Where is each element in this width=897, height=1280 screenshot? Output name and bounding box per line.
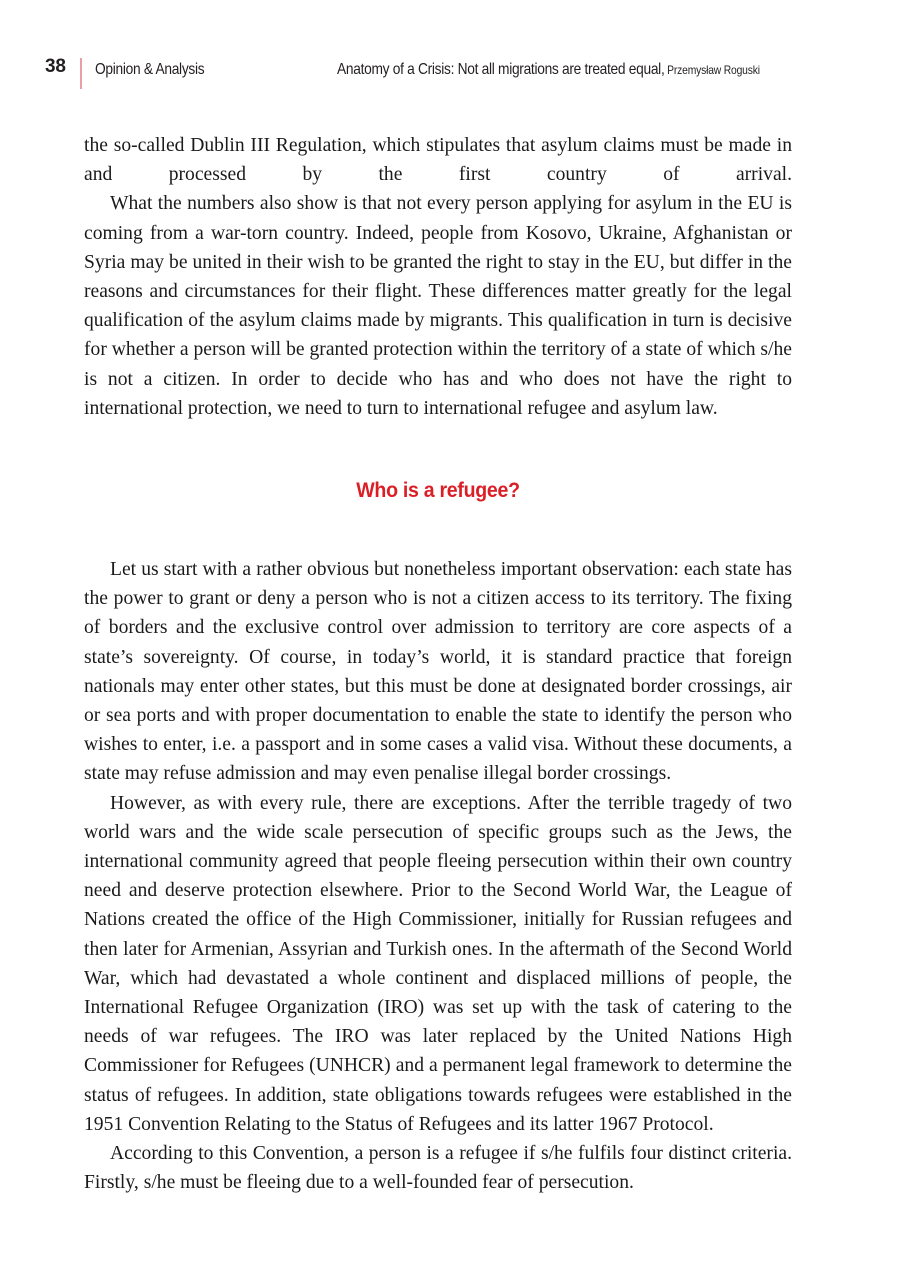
paragraph-refugee-history: However, as with every rule, there are exceptions. After the terrible tragedy of two world wars and the wide scale persecution of specific groups such as the Jews, the international community agreed that people fleeing persecution within their own country need and deserve protection elsewhere. Prior to the Second World War, the League of Nations created the office of the High Commissioner, initially for Russian refugees and then later for Armenian, Assyrian and Turkish ones. In the aftermath of the Second World War, which had devastated a whole continent and displaced millions of people, the International Refugee Organization (IRO) was set up with the task of catering to the needs of war refugees. The IRO was later replaced by the United Nations High Commissioner for Refugees (UNHCR) and a permanent legal framework to determine the status of refugees. In addition, state obligations towards refugees were established in the 1951 Convention Relating to the Status of Refugees and its latter 1967 Protocol.: [84, 792, 792, 1135]
spacer-below-heading: [84, 503, 792, 555]
paragraph-continuation: the so-called Dublin III Regulation, which stipulates that asylum claims must be made in and processed by the first country of arrival.: [84, 135, 792, 186]
header-article-title: Anatomy of a Crisis: Not all migrations are treated equal,: [337, 61, 665, 78]
paragraph-asylum-numbers: What the numbers also show is that not every person applying for asylum in the EU is coming from a war-torn country. Indeed, people from Kosovo, Ukraine, Afghanistan or Syria may be united in their wish to be granted the right to stay in the EU, but differ in the reasons and circumstances for their flight. These differences matter greatly for the legal qualification of the asylum claims made by migrants. This qualification in turn is decisive for whether a person will be granted protection within the territory of a state of which s/he is not a citizen. In order to decide who has and who does not have the right to international protection, we need to turn to international refugee and asylum law.: [84, 193, 792, 419]
header-article-author: Przemysław Roguski: [667, 63, 760, 77]
header-divider-rule: [80, 58, 82, 89]
header-section-name: Opinion & Analysis: [95, 61, 205, 78]
section-heading-who-is-a-refugee: Who is a refugee?: [356, 479, 520, 503]
paragraph-state-sovereignty: Let us start with a rather obvious but nonetheless important observation: each state has the power to grant or deny a person who is not a citizen access to its territory. The fixing of borders and the exclusive control over admission to territory are core aspects of a state’s sovereignty. Of course, in today’s world, it is standard practice that foreign nationals may enter other states, but this must be done at designated border crossings, air or sea ports and with proper documentation to enable the state to identify the person who wishes to enter, i.e. a passport and in some cases a valid visa. Without these documents, a state may refuse admission and may even penalise illegal border crossings.: [84, 559, 792, 785]
spacer-above-heading: [84, 423, 792, 479]
header-article-reference: [337, 61, 760, 79]
text-column: [84, 131, 792, 1198]
paragraph-convention-criteria: According to this Convention, a person is a refugee if s/he fulfils four distinct criteria. Firstly, s/he must be fleeing due to a well-founded fear of persecution.: [84, 1143, 792, 1194]
running-header: [0, 56, 897, 92]
page-number: 38: [45, 56, 66, 77]
